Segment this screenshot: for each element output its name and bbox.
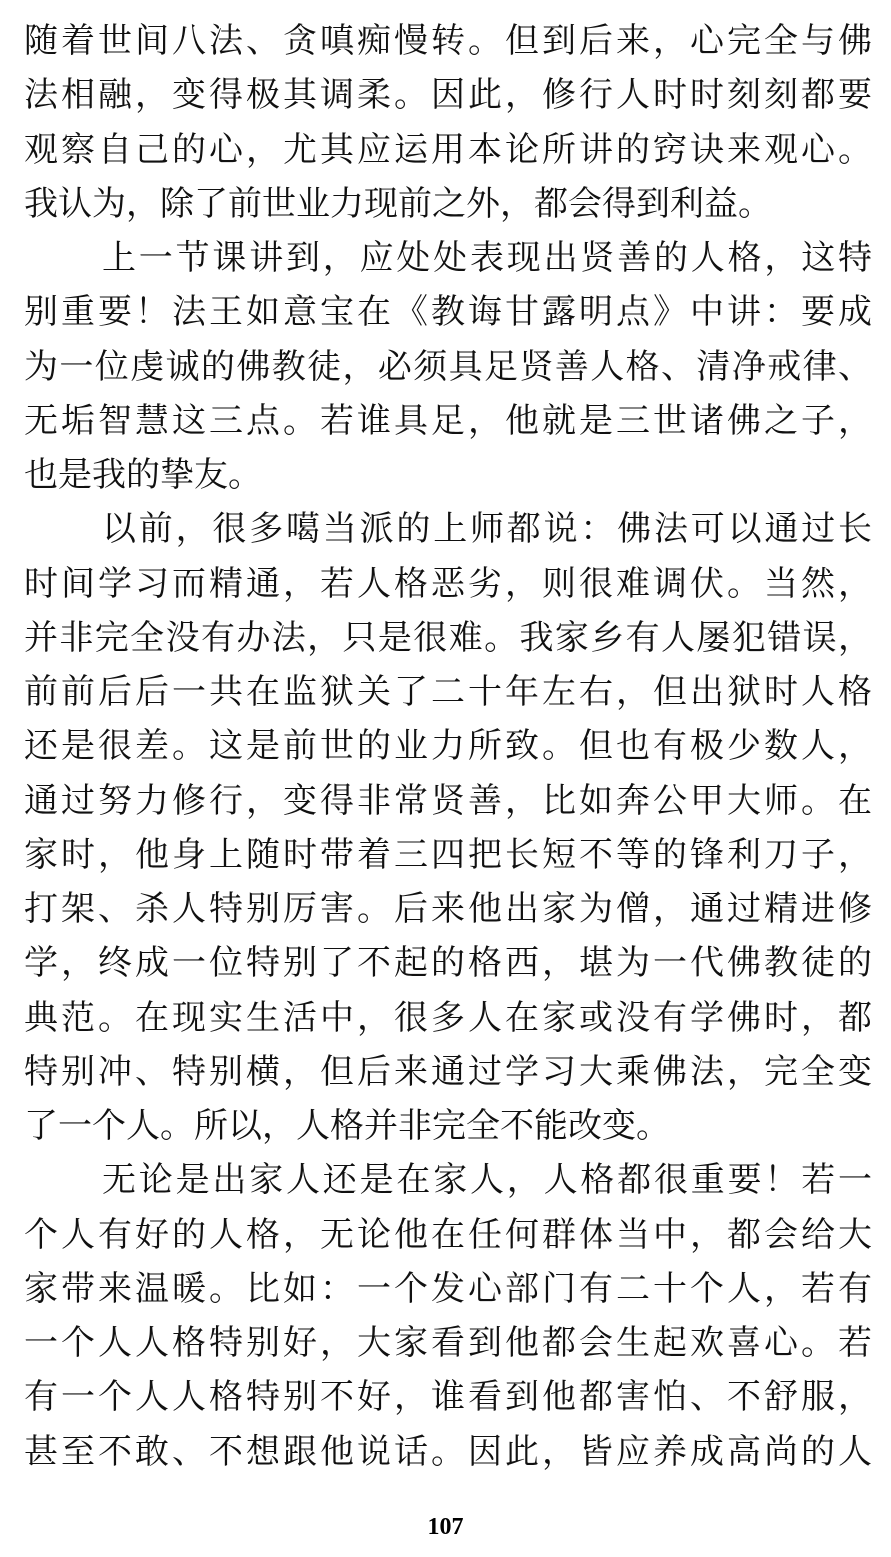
paragraph-first-line: 上一节课讲到，应处处表现出贤善的人格，这特 <box>102 238 872 278</box>
text-line: 了一个人。所以，人格并非完全不能改变。 <box>24 1106 670 1146</box>
paragraph-first-line: 无论是出家人还是在家人，人格都很重要！若一 <box>102 1160 872 1201</box>
text-line: 典范。在现实生活中，很多人在家或没有学佛时，都 <box>24 997 872 1038</box>
page-number: 107 <box>427 1514 464 1540</box>
text-line: 家带来温暖。比如：一个发心部门有二十个人，若有 <box>24 1268 872 1309</box>
text-line: 观察自己的心，尤其应运用本论所讲的窍诀来观心。 <box>24 129 872 170</box>
text-line: 别重要！法王如意宝在《教诲甘露明点》中讲：要成 <box>24 292 872 333</box>
text-line: 特别冲、特别横，但后来通过学习大乘佛法，完全变 <box>24 1051 872 1092</box>
text-line: 也是我的挚友。 <box>24 455 262 495</box>
text-line: 有一个人人格特别不好，谁看到他都害怕、不舒服， <box>24 1377 872 1418</box>
text-line: 为一位虔诚的佛教徒，必须具足贤善人格、清净戒律、 <box>24 346 872 387</box>
text-line: 随着世间八法、贪嗔痴慢转。但到后来，心完全与佛 <box>24 21 872 61</box>
text-line: 通过努力修行，变得非常贤善，比如奔公甲大师。在 <box>24 780 872 821</box>
body-text <box>24 14 872 1479</box>
text-line: 还是很差。这是前世的业力所致。但也有极少数人， <box>24 726 872 767</box>
text-line: 甚至不敢、不想跟他说话。因此，皆应养成高尚的人 <box>24 1431 872 1472</box>
text-line: 一个人人格特别好，大家看到他都会生起欢喜心。若 <box>24 1323 872 1363</box>
text-line: 前前后后一共在监狱关了二十年左右，但出狱时人格 <box>24 672 872 712</box>
text-line: 个人有好的人格，无论他在任何群体当中，都会给大 <box>24 1214 872 1255</box>
text-line: 并非完全没有办法，只是很难。我家乡有人屡犯错误， <box>24 617 872 658</box>
text-line: 打架、杀人特别厉害。后来他出家为僧，通过精进修 <box>24 889 872 929</box>
paragraph-first-line: 以前，很多噶当派的上师都说：佛法可以通过长 <box>102 509 872 550</box>
text-line: 我认为，除了前世业力现前之外，都会得到利益。 <box>24 183 772 224</box>
text-line: 学，终成一位特别了不起的格西，堪为一代佛教徒的 <box>24 943 872 984</box>
text-line: 时间学习而精通，若人格恶劣，则很难调伏。当然， <box>24 563 872 604</box>
text-line: 家时，他身上随时带着三四把长短不等的锋利刀子， <box>24 834 872 875</box>
text-line: 法相融，变得极其调柔。因此，修行人时时刻刻都要 <box>24 75 872 116</box>
text-line: 无垢智慧这三点。若谁具足，他就是三世诸佛之子， <box>24 400 872 441</box>
